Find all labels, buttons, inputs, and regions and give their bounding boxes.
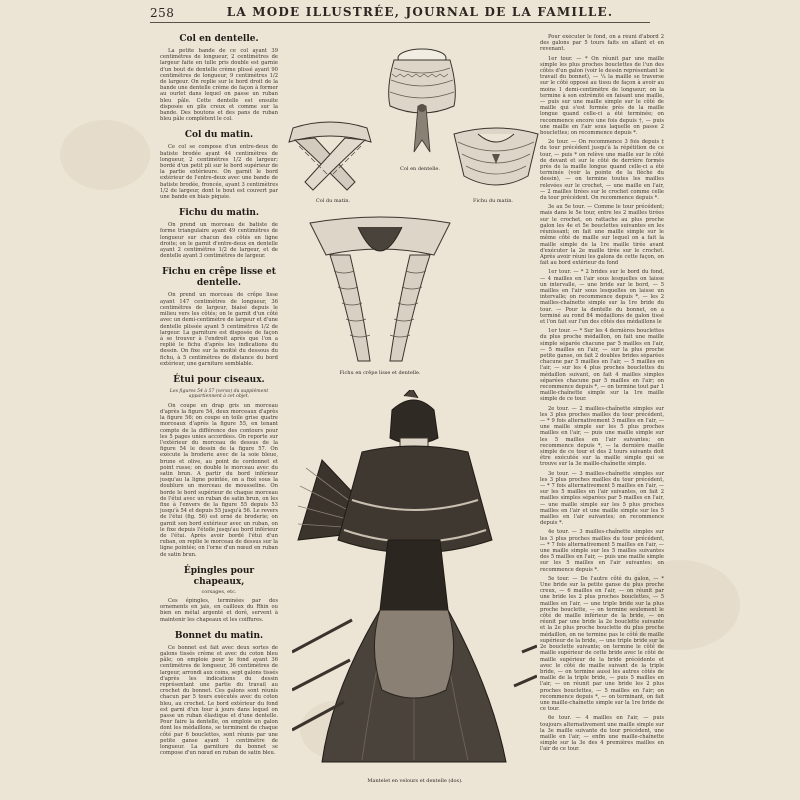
section-paragraph: Ce col se compose d'un entre-deux de batiste brodée ayant 44 centimètres de longueur, 2 centimètres 1/2 de largeur; bordé d'un petit pli sur le bord supérieur de la partie extérieure. On garnit le bord extérieur de l'entre-deux avec une bande de batiste brodée, froncée, ayant 3 centimètres 1/2 de largeur, dont le bout est couvert par une bande en biais piquée. [160, 144, 278, 201]
paragraph: 2e tour. — 2 mailles-chaînette simples sur les 3 plus proches mailles du tour précédent, — * 9 fois alternativement 3 mailles en l'air, — une maille simple sur les 5 plus proches mailles en l'air, — puis une maille simple sur les 5 mailles en l'air suivantes; on recommence depuis *, — la dernière maille simple de ce tour et des 2 tours suivants doit être exécutée sur la maille simple qui se trouve sur la 3e maille-chaînette simple. [540, 405, 664, 468]
left-text-column [160, 34, 278, 789]
paragraph: 4e tour. — 3 mailles-chaînette simples sur les 3 plus proches mailles du tour précédent, — * 7 fois alternativement 5 mailles en l'air, — une maille simple sur les 5 mailles suivantes des 5 mailles en l'air, — puis une maille simple sur les 5 mailles en l'air suivantes; on recommence depuis *. [540, 529, 664, 573]
section-fichu-du-matin [160, 208, 278, 259]
section-col-en-dentelle [160, 34, 278, 122]
paragraph: Pour exécuter le fond, on a réuni d'abord 2 des galons par 5 tours faits en allant et en revenant. [540, 34, 664, 53]
section-paragraph: On coupe en drap gris un morceau d'après la figure 54, deux morceaux d'après la figure 56; on coupe en toile grise quatre morceaux d'après la figure 55, en tenant compte de la différence des contours pour les 5 pages unies accordées. On reporte sur l'extérieur du morceau de dessus de la figure 54 le dessin de la figure 57. On exécute la broderie avec de la soie bleue, brune et olive, au point de cordonnet et point russe; on double le morceau avec du satin brun. A partir du bord inférieur jusqu'au la ligne pointée, on a fixé sous la doublure un morceau de mousseline. On borde le bord supérieur de chaque morceau de l'étui avec un ruban de satin brun, on les fixe à l'envers de la figure 55 depuis 53 jusqu'à 54 et depuis 55 jusqu'à 56. Le revers de l'étui (fig. 56) est orné de broderie; on garnit son bord extérieur avec un ruban, on le fixe depuis l'étoile jusqu'au bord inférieur de l'étui. Après avoir bordé l'étui d'un ruban, on replie le morceau de dessus sur la ligne pointée; on l'orne d'un nœud en ruban de satin brun. [160, 402, 278, 558]
section-paragraph: Ce bonnet est fait avec deux sortes de galons tissés crème et avec du coton bleu pâle; on emploie pour le fond ayant 36 centimètres de longueur, 36 centimètres de largeur, arrondi aux coins, sept galons tissés d'après les indications du dessin représentant une partie du travail au crochet du bonnet. Ces galons sont réunis chacun par 5 tours exécutés avec du coton bleu, au crochet. Le bord extérieur du fond est garni d'un tour à jours dans lequel on passe un ruban élastique et d'une dentelle. Pour faire la dentelle, on emploie un galon dont les médaillons, se terminent de chaque côté par 6 bouclettes, sont réunis par une petite ganse ayant 1 centimètre de longueur. La garniture du bonnet se compose d'un nœud en ruban de satin bleu. [160, 644, 278, 757]
paragraph: 1er tour. — * 2 brides sur le bord du fond, — 4 mailles en l'air sous lesquelles on laisse un intervalle, — une bride sur le bord, — 5 mailles en l'air sous lesquelles on laisse un intervalle; on recommence depuis *, — les 2 mailles-chaînette simple sur la 1re bride du tour. — Pour la dentelle du bonnet, on a terminé au rond 84 médaillons de galon tissé et l'on fait sur l'un des côtés des médaillons le [540, 269, 664, 325]
page-header [150, 4, 650, 23]
section-paragraph: La petite bande de ce col ayant 39 centimètres de longueur, 2 centimètres de largeur faite en tulle pris double est garnie d'un bout de dentelle crème plissé ayant 90 centimètres de longueur, 9 centimètres 1/2 de largeur. On replie sur le bord droit de la bande une dentelle crème de façon à former au ourlet dans lequel on passe un ruban bleu pâle. Cette dentelle est ensuite disposée en plis creux et comme sur la bande. Des boutons et des pans de ruban bleu pâle complètent le col. [160, 48, 278, 123]
section-title: Étui pour ciseaux. [173, 374, 265, 385]
caption-col-en-dentelle: Col en dentelle. [400, 166, 440, 172]
paragraph: 6e tour. — 4 mailles en l'air, — puis toujours alternativement une maille simple sur la 3e maille suivante du tour précédent, une maille en l'air, — enfin une maille-chaînette simple sur la 3e des 4 premières mailles en l'air de ce tour. [540, 715, 664, 753]
caption-col-du-matin: Col du matin. [315, 198, 351, 204]
caption-fichu-crepe: Fichu en crêpe lisse et dentelle. [339, 370, 421, 376]
caption-fichu-du-matin: Fichu du matin. [472, 198, 514, 204]
paragraph: 5e tour. — De l'autre côté du galon, — * Une bride sur la petite ganse du plus proche creux, — 6 mailles en l'air, — on réunit par une bride les 2 plus proches bouclettes, — 5 mailles en l'air, — une triple bride sur la plus proche bouclette, — on termine seulement le côté de maille inférieur de la bride, — on réunit par une bride la 2e bouclette suivante et la 2e plus proche bouclette du plus proche médaillon, on ne termine pas le côté de maille supérieur de la bride, — une triple bride sur la 2e bouclette suivante; on termine le côté de maille supérieur de cette bride avec le côté de maille supérieur de la bride précédente et avec le côté de maille suivant de la triple bride, — on termine aussi les autres côtés de maille de la triple bride, — puis 5 mailles en l'air, — on réunit par une bride les 2 plus proches bouclettes, — 5 mailles en l'air; on recommence depuis *, — on terminant, on fait une maille-chaînette simple sur la 1re bride de ce tour. [540, 575, 664, 713]
figure-col-du-matin [285, 118, 375, 196]
section-etui-ciseaux [160, 375, 278, 558]
section-paragraph: On prend un morceau de batiste de forme triangulaire ayant 49 centimètres de longueur sur chacun des côtés en ligne droite; on le garnit d'entre-deux en dentelle ayant 2 centimètres 1/2 de largeur, et de dentelle ayant 3 centimètres de largeur. [160, 222, 278, 260]
morning-fichu-illustration [448, 120, 544, 196]
right-text-column [540, 34, 664, 789]
section-title: Fichu du matin. [178, 208, 260, 219]
figure-fichu-du-matin [448, 120, 544, 196]
paragraph: 1er tour. — * Sur les 4 dernières bouclettes du plus proche médaillon, on fait une maille simple séparée chacune par 5 mailles en l'air, — 5 mailles en l'air, — sur la plus proche petite ganse, on fait 2 doubles brides séparées chacune par 5 mailles en l'air, — 5 mailles en l'air, — sur les 4 plus proches bouclettes du médaillon suivant, on fait 4 mailles simples séparées chacune par 5 mailles en l'air; on recommence depuis *, — on termine tout par 1 maille-chaînette simple sur la 1re maille simple de ce tour. [540, 328, 664, 403]
caption-mantelet: Mantelet en velours et dentelle (dos). [367, 778, 463, 784]
paragraph: 3e tour. — 3 mailles-chaînette simples sur les 3 plus proches mailles du tour précédent, — * 7 fois alternativement 5 mailles en l'air, — sur les 5 mailles en l'air suivantes, on fait 2 mailles simples séparées par 5 mailles en l'air, — une maille simple sur les 5 plus proches mailles en l'air et une maille simple sur les 5 mailles en l'air suivantes; on recommence depuis *. [540, 470, 664, 527]
figure-mantelet [292, 390, 537, 775]
crepe-fichu-illustration [300, 215, 460, 365]
section-title: Bonnet du matin. [174, 630, 264, 641]
morning-collar-illustration [285, 118, 375, 196]
section-col-du-matin [160, 130, 278, 200]
section-title: Fichu en crêpe lisse et dentelle. [162, 267, 276, 289]
journal-title: LA MODE ILLUSTRÉE, JOURNAL DE LA FAMILLE. [226, 5, 614, 19]
section-title: Col en dentelle. [179, 34, 259, 44]
section-title: Col du matin. [184, 130, 254, 141]
section-bonnet-du-matin [160, 631, 278, 757]
section-epingles [160, 566, 278, 623]
paragraph: 1er tour. — * On réunit par une maille simple les plus proches bouclettes de l'un des côtés d'un galon (voir le dessin représentant le travail du bonnet), — ¼ la maille se traverse sur le côté opposé au tissu de façon à avoir au moins 1 demi-centimètre de longueur; on la termine à son extrémité en faisant une maille, — puis sur une maille simple sur le côté de maille qui s'est formée près de la maille longue quand celle-ci a été terminée; on recommence encore une fois depuis †, — puis une maille en l'air sous laquelle on passe 2 bouclettes; on recommence depuis *. [540, 55, 664, 137]
section-paragraph: On prend un morceau de crêpe lisse ayant 147 centimètres de longueur, 36 centimètres de largeur, biaisé depuis le milieu vers les côtés; on le garnit d'un côté avec un demi-centimètre de largeur et d'une dentelle plissée ayant 5 centimètres 1/2 de largeur. La garniture est disposée de façon à se trouver à l'endroit après que l'on a replié le fichu d'après les indications du dessin. On fixe sur la moitié du dessous du fichu, à 5 centimètres de distance du bord extérieur, une garniture semblable. [160, 292, 278, 367]
paragraph: 3e au 5e tour. — Comme le tour précédent; mais dans le 5e tour, entre les 2 mailles tirées sur le crochet, on rattache au plus proche galon les 4e et 5e bouclettes suivantes en les réunissant; on fait une maille simple sur le même côté de maille sur lequel on a fait la maille simple de la 1re maille tirée avant d'exécuter la 2e maille tirée sur le crochet. Après avoir réuni les galons de cette façon, on fait au bord extérieur du fond [540, 204, 664, 267]
paragraph: 2e tour. — On recommence 3 fois depuis ‡ du tour précédent jusqu'à la répétition de ce tour, — puis * on relève une maille sur le côté de devant et sur le côté de derrière formés près de la maille longue quand celle-ci a été terminée (voir la pointe de la flèche du dessin), — on termine toutes les mailles relevées sur le crochet, — une maille en l'air, — 2 mailles tirées sur le crochet comme celle du tour précédent. On recommence depuis *. [540, 139, 664, 202]
section-paragraph: Ces épingles, terminées par des ornements en jais, en cailloux du Rhin ou bien en métal argenté et doré, servent à maintenir les chapeaux et les coiffures. [160, 598, 278, 623]
page-number: 258 [150, 6, 175, 20]
figure-fichu-crepe [300, 215, 460, 365]
section-title: Épingles pour chapeaux, [183, 565, 255, 587]
section-fichu-crepe [160, 267, 278, 366]
section-note: Les figures 54 à 57 (verso) du supplément appartiennent à cet objet. [169, 388, 269, 400]
section-subtitle: corsages, etc. [201, 588, 237, 595]
mantelet-illustration [292, 390, 537, 775]
